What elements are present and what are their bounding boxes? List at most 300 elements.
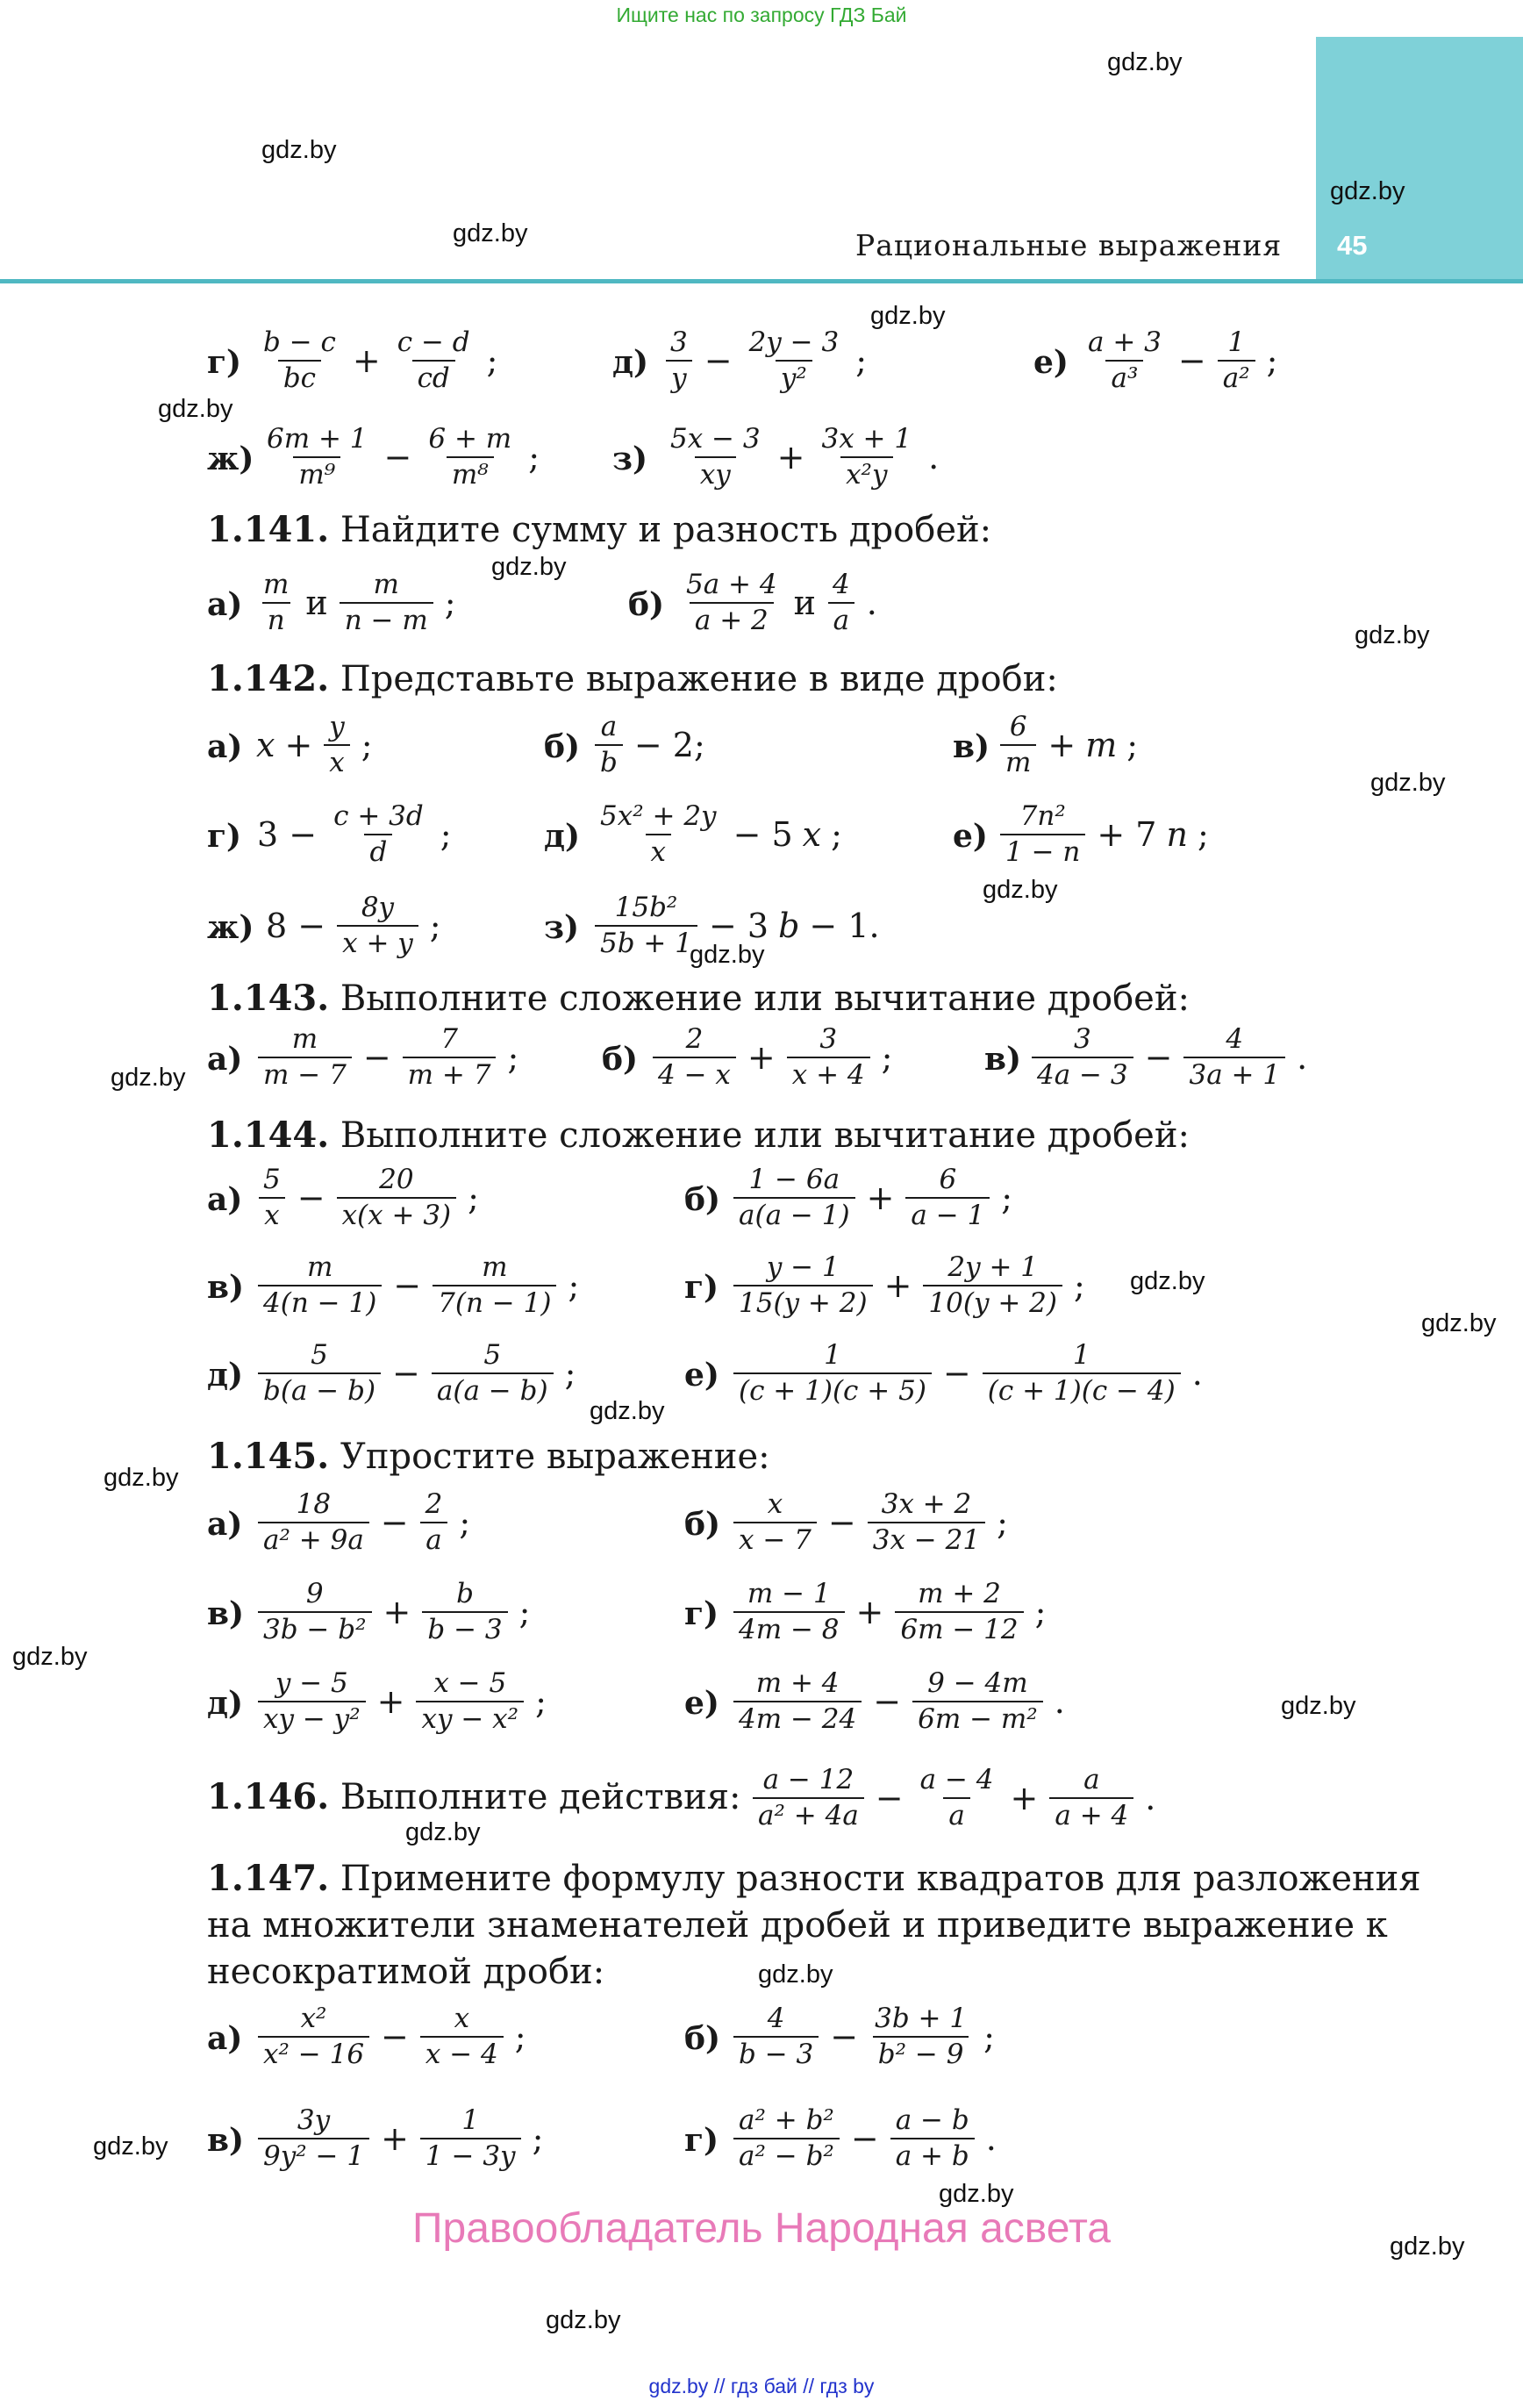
denominator: 5b + 1 xyxy=(595,925,697,958)
numerator: 4 xyxy=(1226,1022,1244,1055)
exercise-1-143-heading xyxy=(207,978,1190,1019)
fraction xyxy=(923,1253,1062,1319)
math-variable: n xyxy=(1166,815,1188,854)
math-operator: − 1. xyxy=(809,907,880,945)
numerator: 1 xyxy=(1072,1338,1090,1371)
math-operator: ; xyxy=(361,726,373,764)
math-operator: ; xyxy=(459,1503,471,1542)
math-expression xyxy=(253,1483,476,1562)
math-operator: . xyxy=(928,438,940,477)
fraction xyxy=(733,1165,855,1231)
math-expression xyxy=(253,1997,533,2076)
fraction xyxy=(432,1338,554,1407)
item-label: е) xyxy=(1033,344,1069,381)
denominator: 6m − 12 xyxy=(895,1611,1023,1645)
numerator: 4 xyxy=(832,568,850,600)
denominator: xy − y² xyxy=(258,1701,366,1734)
item-label: б) xyxy=(684,1181,721,1218)
denominator: a² − b² xyxy=(733,2138,840,2171)
item-label: б) xyxy=(684,1506,721,1543)
numerator: m + 2 xyxy=(918,1577,1001,1609)
math-operator: − xyxy=(380,1503,409,1542)
denominator: 3b − b² xyxy=(258,1611,372,1645)
item-label: в) xyxy=(207,1595,245,1632)
denominator: (c + 1)(c − 4) xyxy=(983,1372,1181,1406)
item-label: е) xyxy=(684,1357,719,1394)
math-expression xyxy=(995,706,1144,785)
fraction xyxy=(258,1022,352,1091)
math-operator: − xyxy=(830,2017,859,2056)
watermark-text: gdz.by xyxy=(758,1960,833,1989)
math-expression xyxy=(676,563,883,642)
numerator: 2 xyxy=(685,1022,704,1055)
numerator: m + 4 xyxy=(755,1666,840,1699)
denominator: x − 7 xyxy=(733,1522,817,1555)
item-label: е) xyxy=(684,1685,719,1722)
exercise-number: 1.147. xyxy=(207,1858,330,1899)
fraction xyxy=(422,1577,507,1645)
fraction xyxy=(261,422,373,491)
denominator: 9y² − 1 xyxy=(258,2138,369,2171)
numerator: 1 xyxy=(461,2103,480,2136)
math-expression xyxy=(253,2099,549,2178)
watermark-text: gdz.by xyxy=(1370,769,1446,797)
watermark-text: gdz.by xyxy=(1390,2232,1465,2261)
item-label: в) xyxy=(953,728,990,765)
fraction xyxy=(827,570,855,636)
math-operator: ; xyxy=(997,1503,1008,1542)
exercise-1-142-heading xyxy=(207,658,1058,699)
watermark-text: gdz.by xyxy=(1281,1692,1356,1720)
numerator: 9 xyxy=(305,1577,324,1609)
running-head: Рациональные выражения xyxy=(855,228,1283,262)
denominator: a + 4 xyxy=(1049,1797,1133,1831)
math-operator: ; xyxy=(514,2017,526,2056)
denominator: b − 3 xyxy=(422,1611,507,1645)
numerator: y − 1 xyxy=(766,1251,840,1283)
denominator: a³ xyxy=(1105,360,1143,393)
denominator: 3x − 21 xyxy=(868,1522,985,1555)
math-operator: − xyxy=(297,1179,325,1217)
math-operator: и xyxy=(305,584,328,622)
fraction xyxy=(258,1577,372,1645)
math-operator: + xyxy=(383,1593,411,1631)
numerator: 6m + 1 xyxy=(267,422,368,455)
fraction xyxy=(733,1338,932,1407)
fraction xyxy=(753,1763,864,1831)
math-variable: m xyxy=(1085,726,1118,764)
math-expression xyxy=(728,2099,1003,2178)
exercise-1-144-heading xyxy=(207,1114,1190,1156)
math-expression xyxy=(253,706,379,785)
math-expression xyxy=(253,321,504,400)
denominator: m⁹ xyxy=(293,456,340,490)
watermark-text: gdz.by xyxy=(690,941,765,969)
numerator: x xyxy=(454,2002,470,2034)
math-operator: − xyxy=(362,1038,391,1077)
math-expression xyxy=(1077,321,1283,400)
denominator: 4m − 24 xyxy=(733,1701,862,1734)
numerator: 3y xyxy=(297,2103,331,2136)
fraction xyxy=(258,1165,286,1231)
item-label: ж) xyxy=(207,441,254,477)
denominator: d xyxy=(364,834,392,867)
fraction xyxy=(816,422,917,491)
fraction xyxy=(983,1338,1181,1407)
denominator: x + y xyxy=(337,925,418,958)
numerator: a − 12 xyxy=(762,1763,854,1795)
item-label: а) xyxy=(207,2020,243,2057)
exercise-number: 1.141. xyxy=(207,509,330,550)
denominator: xy xyxy=(695,456,736,490)
denominator: x + 4 xyxy=(787,1057,870,1090)
math-expression xyxy=(660,321,873,400)
item-label: а) xyxy=(207,586,243,623)
fraction xyxy=(733,2103,840,2172)
math-operator: + xyxy=(747,1038,776,1077)
math-expression xyxy=(253,1246,585,1325)
math-operator: − xyxy=(381,2017,409,2056)
denominator: m⁸ xyxy=(447,456,494,490)
numerator: 2 xyxy=(425,1487,443,1520)
denominator: a(a − b) xyxy=(432,1372,554,1406)
denominator: x² − 16 xyxy=(258,2036,369,2069)
math-expression xyxy=(253,1334,582,1413)
denominator: b(a − b) xyxy=(258,1372,381,1406)
watermark-text: gdz.by xyxy=(1355,621,1430,649)
watermark-text: gdz.by xyxy=(1421,1309,1497,1337)
fraction xyxy=(1083,328,1167,394)
numerator: 5 xyxy=(483,1338,502,1371)
numerator: m xyxy=(263,568,290,600)
exercise-1-145-heading xyxy=(207,1436,770,1477)
math-operator: ; xyxy=(881,1038,893,1077)
numerator: 5a + 4 xyxy=(686,568,777,600)
numerator: 6 xyxy=(939,1163,957,1195)
denominator: a² + 9a xyxy=(258,1522,369,1555)
math-operator: + xyxy=(776,438,805,477)
fraction xyxy=(733,1577,845,1645)
math-operator: − xyxy=(942,1354,971,1393)
fraction xyxy=(258,570,294,636)
exercise-text: Упростите выражение: xyxy=(340,1437,770,1477)
math-operator: . xyxy=(985,2119,997,2158)
math-expression xyxy=(660,418,945,497)
watermark-text: gdz.by xyxy=(453,219,528,247)
fraction xyxy=(665,422,766,491)
fraction xyxy=(258,2004,369,2070)
item-label: е) xyxy=(953,818,988,855)
math-operator: − xyxy=(827,1503,856,1542)
item-label: г) xyxy=(207,818,242,855)
item-label: г) xyxy=(207,344,242,381)
fraction xyxy=(328,799,429,868)
denominator: 4m − 8 xyxy=(733,1611,845,1645)
watermark-text: gdz.by xyxy=(491,553,567,581)
denominator: (c + 1)(c + 5) xyxy=(733,1372,932,1406)
denominator: a xyxy=(828,602,854,635)
math-expression xyxy=(253,1662,553,1741)
fraction xyxy=(1000,799,1085,868)
denominator: 1 − 3y xyxy=(420,2138,521,2171)
numerator: 5 xyxy=(311,1338,328,1371)
item-label: а) xyxy=(207,1506,243,1543)
math-expression xyxy=(1026,1018,1313,1097)
watermark-text: gdz.by xyxy=(983,876,1058,904)
math-operator: − xyxy=(1177,341,1206,380)
math-operator: . xyxy=(1297,1038,1308,1077)
copyright-note: Правообладатель Народная асвета xyxy=(412,2205,1111,2252)
math-operator: − 2; xyxy=(633,726,705,764)
math-expression xyxy=(995,795,1215,874)
fraction xyxy=(733,2004,819,2070)
numerator: 8y xyxy=(361,891,395,923)
math-operator: − xyxy=(873,1682,902,1721)
math-operator: − xyxy=(704,341,733,380)
item-label: д) xyxy=(207,1685,244,1722)
math-operator: + xyxy=(866,1179,895,1217)
item-label: ж) xyxy=(207,909,254,946)
item-label: в) xyxy=(207,2122,245,2159)
math-operator: + xyxy=(855,1593,884,1631)
numerator: a + 3 xyxy=(1088,326,1162,358)
exercise-1-146-heading xyxy=(207,1776,741,1817)
fraction xyxy=(433,1253,556,1319)
math-operator: + xyxy=(284,726,313,764)
top-search-banner: Ищите нас по запросу ГДЗ Бай xyxy=(616,4,907,26)
bottom-links[interactable]: gdz.by // гдз бай // гдз by xyxy=(648,2375,875,2397)
item-label: д) xyxy=(544,818,581,855)
denominator: 1 − n xyxy=(1000,834,1085,867)
fraction xyxy=(423,422,517,491)
denominator: 7(n − 1) xyxy=(433,1285,556,1318)
math-variable: b xyxy=(778,907,800,945)
math-operator: ; xyxy=(564,1354,576,1393)
item-label: г) xyxy=(684,2122,719,2159)
denominator: 10(y + 2) xyxy=(923,1285,1062,1318)
item-label: г) xyxy=(684,1269,719,1306)
math-expression xyxy=(253,1573,536,1652)
numerator: b xyxy=(456,1577,474,1609)
numerator: m xyxy=(291,1022,318,1055)
numerator: 7n² xyxy=(1019,799,1066,832)
numerator: a − 4 xyxy=(919,1763,994,1795)
numerator: 9 − 4m xyxy=(927,1666,1028,1699)
fraction xyxy=(1032,1022,1133,1091)
numerator: 7 xyxy=(440,1022,458,1055)
denominator: n xyxy=(262,602,290,635)
exercise-number: 1.145. xyxy=(207,1436,330,1477)
math-expression xyxy=(728,1483,1014,1562)
math-expression xyxy=(728,1334,1209,1413)
math-operator: ; xyxy=(831,815,842,854)
math-expression xyxy=(728,1158,1019,1237)
fraction xyxy=(890,2103,975,2172)
fraction xyxy=(653,1022,736,1091)
math-operator: ; xyxy=(468,1179,479,1217)
header-rule xyxy=(0,279,1523,283)
math-operator: и xyxy=(793,584,816,622)
fraction xyxy=(420,2103,521,2172)
numerator: 3b + 1 xyxy=(875,2002,968,2034)
denominator: 3a + 1 xyxy=(1183,1057,1285,1090)
denominator: 15(y + 2) xyxy=(733,1285,873,1318)
numerator: m xyxy=(373,568,399,600)
math-operator: + xyxy=(883,1266,912,1305)
denominator: x − 4 xyxy=(420,2036,504,2069)
numerator: 6 xyxy=(1009,710,1027,742)
watermark-text: gdz.by xyxy=(93,2132,168,2161)
fraction xyxy=(258,1253,382,1319)
watermark-text: gdz.by xyxy=(12,1643,88,1671)
math-expression xyxy=(256,418,546,497)
numerator: 5x − 3 xyxy=(670,422,761,455)
watermark-text: gdz.by xyxy=(870,302,946,330)
fraction xyxy=(1000,710,1036,778)
math-operator: − xyxy=(1144,1038,1173,1077)
math-operator: − xyxy=(383,438,412,477)
numerator: 6 + m xyxy=(428,422,512,455)
numerator: 18 xyxy=(296,1487,332,1520)
fraction xyxy=(416,1666,524,1735)
numerator: 4 xyxy=(767,2002,785,2034)
math-operator: . xyxy=(1191,1354,1203,1393)
numerator: 3 xyxy=(1073,1022,1091,1055)
denominator: a² xyxy=(1218,360,1255,393)
numerator: 5 xyxy=(263,1163,281,1195)
math-operator: ; xyxy=(1197,815,1209,854)
item-label: б) xyxy=(628,586,665,623)
fraction xyxy=(1049,1763,1133,1831)
numerator: m xyxy=(482,1251,508,1283)
item-label: а) xyxy=(207,1181,243,1218)
denominator: b² − 9 xyxy=(873,2036,969,2069)
item-label: в) xyxy=(984,1041,1022,1078)
denominator: x xyxy=(324,744,349,778)
numerator: m xyxy=(306,1251,333,1283)
numerator: b − c xyxy=(263,326,336,358)
fraction xyxy=(595,710,623,778)
exercise-text: Представьте выражение в виде дроби: xyxy=(340,659,1058,699)
exercise-text: Выполните сложение или вычитание дробей: xyxy=(340,978,1190,1019)
fraction xyxy=(905,1165,990,1231)
exercise-text: Найдите сумму и разность дробей: xyxy=(340,510,992,550)
math-operator: . xyxy=(1054,1682,1065,1721)
denominator: xy − x² xyxy=(416,1701,524,1734)
numerator: 2y − 3 xyxy=(748,326,840,358)
denominator: cd xyxy=(412,360,455,393)
numerator: 2y + 1 xyxy=(947,1251,1039,1283)
denominator: a xyxy=(420,1522,447,1555)
math-operator: ; xyxy=(507,1038,519,1077)
math-operator: ; xyxy=(444,584,456,622)
numerator: m − 1 xyxy=(747,1577,831,1609)
math-expression xyxy=(251,795,458,874)
math-operator: ; xyxy=(528,438,540,477)
math-operator: ; xyxy=(486,341,498,380)
exercise-text: Выполните сложение или вычитание дробей: xyxy=(340,1115,1190,1156)
math-variable: x xyxy=(802,815,822,854)
math-operator: + xyxy=(1048,726,1076,764)
denominator: b xyxy=(595,744,623,778)
math-operator: + xyxy=(376,1682,405,1721)
numerator: c + 3d xyxy=(333,799,424,832)
numerator: 3 xyxy=(819,1022,838,1055)
numerator: a xyxy=(1083,1763,1100,1795)
numerator: 3x + 2 xyxy=(881,1487,972,1520)
math-operator: ; xyxy=(568,1266,580,1305)
fraction xyxy=(665,328,693,394)
math-expression xyxy=(253,1158,485,1237)
fraction xyxy=(340,570,433,636)
watermark-text: gdz.by xyxy=(590,1397,665,1425)
math-expression xyxy=(260,886,447,965)
denominator: x²y xyxy=(840,456,892,490)
numerator: x xyxy=(767,1487,783,1520)
denominator: n − m xyxy=(340,602,433,635)
math-expression xyxy=(728,1573,1052,1652)
math-operator: ; xyxy=(855,341,868,380)
exercise-number: 1.143. xyxy=(207,978,330,1019)
denominator: 4(n − 1) xyxy=(258,1285,382,1318)
item-label: а) xyxy=(207,728,243,765)
watermark-text: gdz.by xyxy=(1130,1267,1205,1295)
math-operator: ; xyxy=(1073,1266,1085,1305)
fraction xyxy=(681,570,783,636)
denominator: a xyxy=(943,1797,969,1831)
item-label: б) xyxy=(544,728,581,765)
denominator: b − 3 xyxy=(733,2036,819,2069)
math-variable: x xyxy=(256,726,275,764)
numerator: a xyxy=(600,710,618,742)
fraction xyxy=(744,328,845,394)
fraction xyxy=(1183,1022,1285,1091)
math-operator: ; xyxy=(1126,726,1139,764)
denominator: a + b xyxy=(890,2138,975,2171)
fraction xyxy=(915,1763,999,1831)
item-label: г) xyxy=(684,1595,719,1632)
watermark-text: gdz.by xyxy=(939,2180,1014,2208)
fraction xyxy=(787,1022,870,1091)
numerator: 1 − 6a xyxy=(748,1163,840,1195)
exercise-number: 1.146. xyxy=(207,1776,330,1817)
math-operator: ; xyxy=(1034,1593,1047,1631)
denominator: 4a − 3 xyxy=(1032,1057,1133,1090)
fraction xyxy=(324,710,350,778)
math-expression xyxy=(253,563,462,642)
denominator: m + 7 xyxy=(403,1057,497,1090)
math-operator: + xyxy=(381,2119,409,2158)
page-number: 45 xyxy=(1337,230,1368,261)
fraction xyxy=(337,1165,457,1231)
item-label: з) xyxy=(544,909,580,946)
math-expression xyxy=(590,795,848,874)
watermark-text: gdz.by xyxy=(1107,48,1183,76)
denominator: a + 2 xyxy=(690,602,774,635)
fraction xyxy=(337,893,418,959)
fraction xyxy=(258,1487,369,1556)
fraction xyxy=(733,1253,873,1319)
exercise-text: Выполните действия: xyxy=(340,1777,741,1817)
math-operator: − 3 xyxy=(708,907,769,945)
denominator: a² + 4a xyxy=(753,1797,864,1831)
watermark-text: gdz.by xyxy=(104,1464,179,1492)
fraction xyxy=(895,1577,1023,1645)
fraction xyxy=(595,893,697,959)
denominator: x xyxy=(646,834,671,867)
denominator: a(a − 1) xyxy=(733,1197,855,1230)
math-expression xyxy=(728,1246,1091,1325)
